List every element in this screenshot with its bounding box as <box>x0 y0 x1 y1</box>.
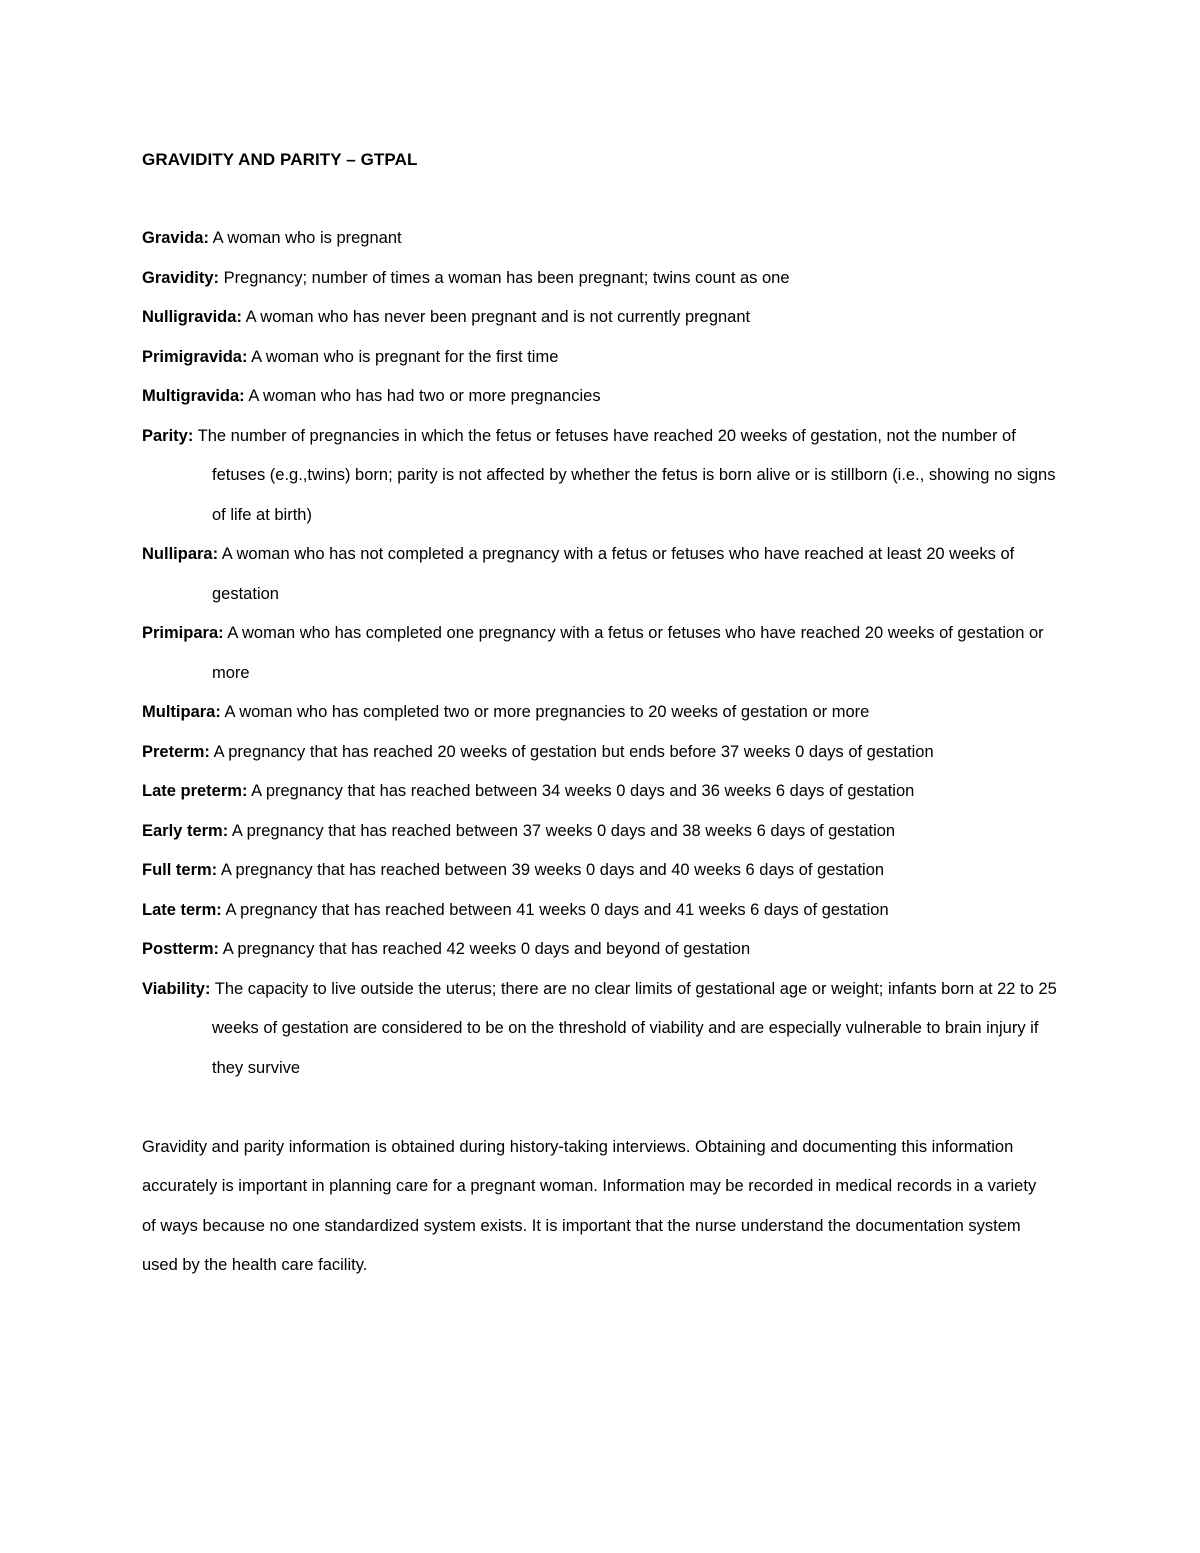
definition-term: Primigravida: <box>142 347 248 366</box>
definition-text: A woman who is pregnant <box>212 229 402 247</box>
definition-nulligravida <box>142 298 1062 338</box>
definition-nullipara <box>142 535 1062 614</box>
definition-text: A woman who has completed two or more pregnancies to 20 weeks of gestation or more <box>224 703 870 721</box>
definition-postterm <box>142 930 1062 970</box>
definition-text: The number of pregnancies in which the fetus or fetuses have reached 20 weeks of gestation, not the number of fetuses (e.g.,twins) born; parity is not affected by whether the fetus is born alive or is stillborn (i.e., showing no signs of life at birth) <box>197 426 1056 524</box>
definition-term: Multipara: <box>142 703 221 721</box>
definition-text: A pregnancy that has reached 42 weeks 0 days and beyond of gestation <box>222 940 751 958</box>
definition-text: A woman who is pregnant for the first time <box>251 347 559 366</box>
definition-text: A woman who has had two or more pregnancies <box>248 387 601 405</box>
definition-term: Late term: <box>142 900 222 919</box>
definition-text: A woman who has completed one pregnancy with a fetus or fetuses who have reached 20 weeks of gestation or more <box>212 624 1044 682</box>
definition-primipara <box>142 614 1062 693</box>
document-content <box>142 140 1062 1286</box>
definition-text: A pregnancy that has reached 20 weeks of gestation but ends before 37 weeks 0 days of gestation <box>213 742 934 761</box>
body-paragraph: Gravidity and parity information is obtained during history-taking interviews. Obtaining and documenting this information accurately is important in planning care for a pregnant woman. Information may be recorded in medical records in a variety of ways because no one standardized system exists. It is important that the nurse understand the documentation system used by the health care facility. <box>142 1137 1037 1274</box>
definition-term: Late preterm: <box>142 782 248 800</box>
definition-term: Postterm: <box>142 940 220 958</box>
definition-term: Full term: <box>142 861 218 879</box>
definition-multipara <box>142 693 1062 733</box>
definition-term: Nullipara: <box>142 545 219 563</box>
definition-text: The capacity to live outside the uterus; there are no clear limits of gestational age or weight; infants born at 22 to 25 weeks of gestation are considered to be on the threshold of viability and are especially vulnerable to brain injury if they survive <box>212 979 1057 1077</box>
page-title: GRAVIDITY AND PARITY – GTPAL <box>142 150 418 169</box>
definition-term: Parity: <box>142 426 194 445</box>
definition-term: Early term: <box>142 821 229 840</box>
definition-term: Viability: <box>142 979 211 998</box>
definition-term: Primipara: <box>142 624 224 642</box>
definition-term: Multigravida: <box>142 387 245 405</box>
definition-list <box>142 219 1062 1088</box>
definition-term: Nulligravida: <box>142 308 242 326</box>
definition-text: Pregnancy; number of times a woman has been pregnant; twins count as one <box>223 268 790 287</box>
definition-term: Gravidity: <box>142 268 220 287</box>
definition-text: A woman who has never been pregnant and is not currently pregnant <box>245 308 751 326</box>
definition-primigravida <box>142 338 1062 378</box>
definition-gravidity <box>142 259 1062 299</box>
definition-late-term <box>142 891 1062 931</box>
definition-viability <box>142 970 1062 1089</box>
definition-late-preterm <box>142 772 1062 812</box>
definition-full-term <box>142 851 1062 891</box>
definition-gravida <box>142 219 1062 259</box>
definition-text: A pregnancy that has reached between 34 weeks 0 days and 36 weeks 6 days of gestation <box>251 782 915 800</box>
definition-text: A pregnancy that has reached between 39 weeks 0 days and 40 weeks 6 days of gestation <box>220 861 885 879</box>
definition-text: A pregnancy that has reached between 37 weeks 0 days and 38 weeks 6 days of gestation <box>231 821 896 840</box>
definition-early-term <box>142 812 1062 852</box>
definition-term: Gravida: <box>142 229 209 247</box>
definition-preterm <box>142 733 1062 773</box>
definition-multigravida <box>142 377 1062 417</box>
definition-parity <box>142 417 1062 536</box>
definition-text: A woman who has not completed a pregnancy with a fetus or fetuses who have reached at least 20 weeks of gestation <box>212 545 1015 603</box>
definition-term: Preterm: <box>142 742 210 761</box>
definition-text: A pregnancy that has reached between 41 weeks 0 days and 41 weeks 6 days of gestation <box>225 900 889 919</box>
